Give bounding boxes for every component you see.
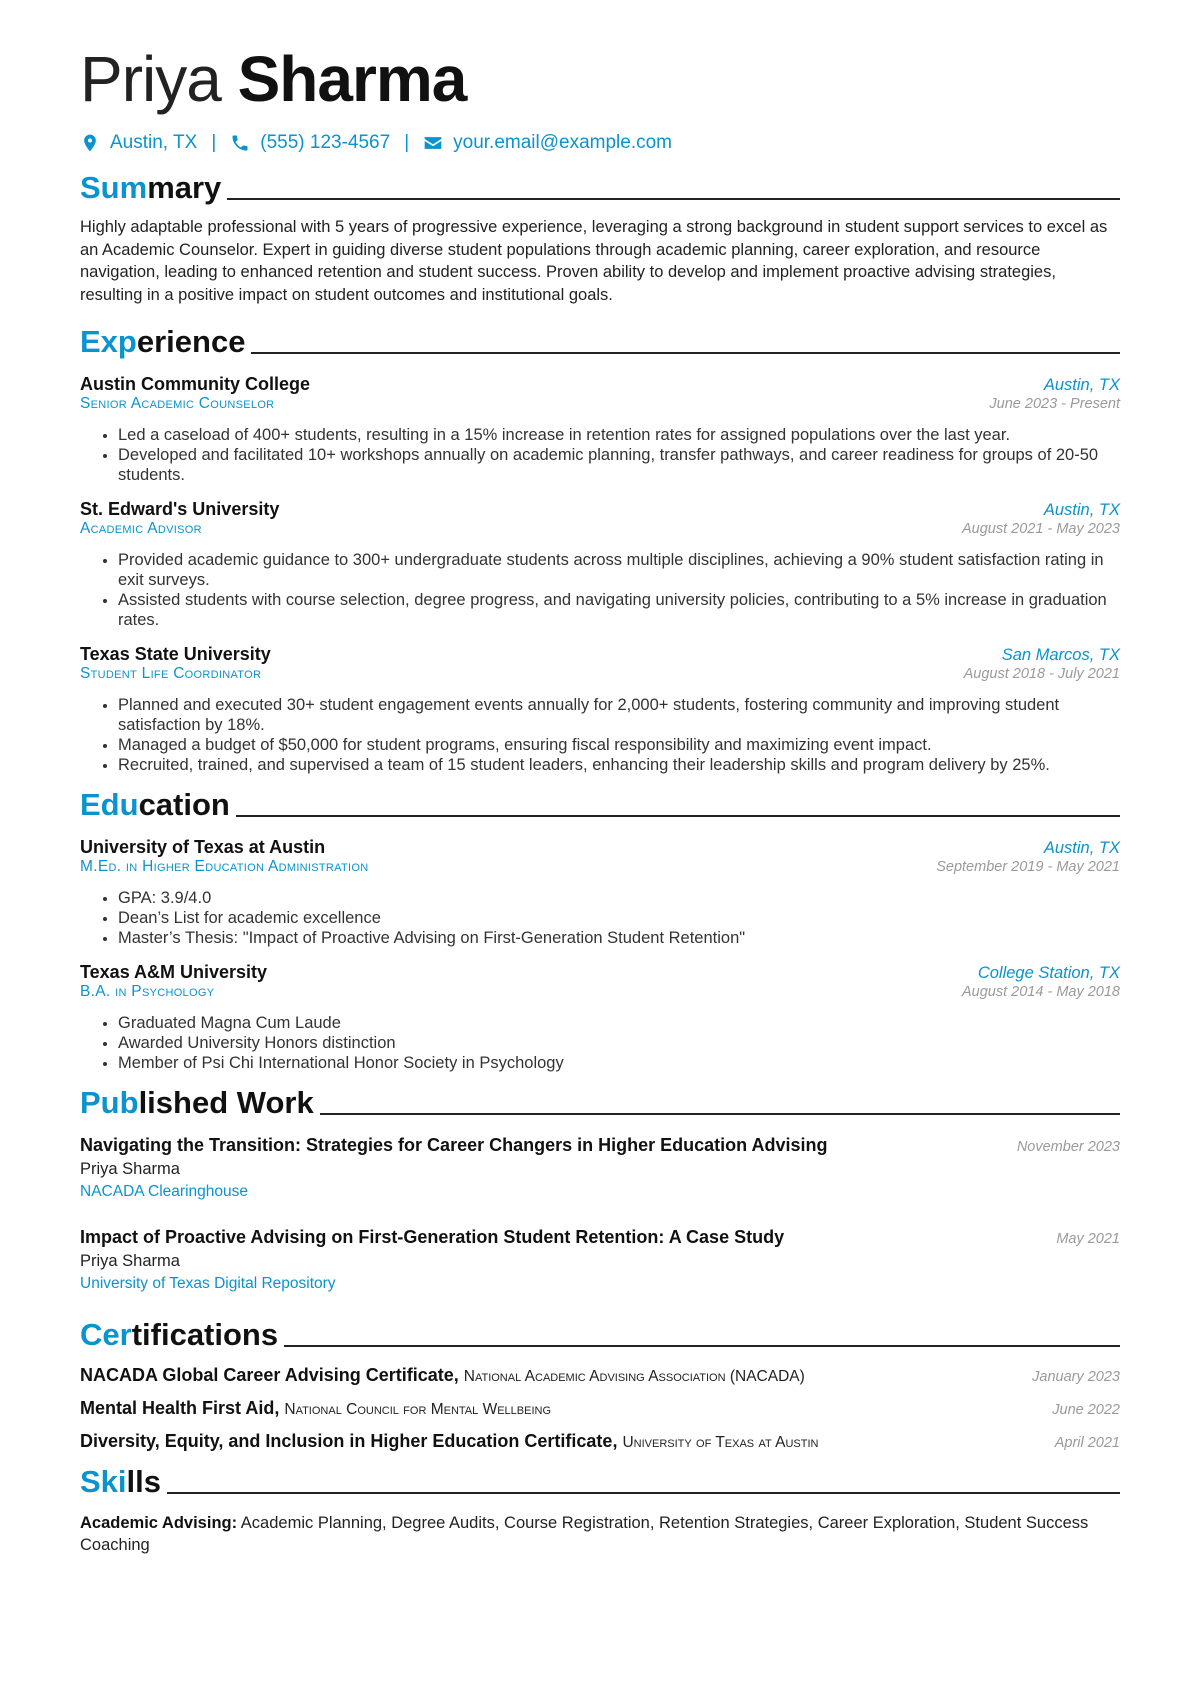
publication-author: Priya Sharma [80, 1252, 180, 1270]
list-item: • Planned and executed 30+ student engagement events annually for 2,000+ students, fostering community and improving student satisfaction by 18%. [118, 695, 1120, 735]
education-bullets [80, 888, 1120, 948]
certification-name: Mental Health First Aid [80, 1398, 275, 1418]
certification-date: June 2022 [1052, 1402, 1120, 1418]
experience-entry [80, 499, 1120, 630]
contact-email[interactable] [423, 132, 672, 154]
skills-heading [80, 1460, 1120, 1500]
certification-entry: Mental Health First Aid, National Council for Mental Wellbeing June 2022 [80, 1398, 1120, 1418]
contact-info [80, 128, 1120, 158]
list-item: • Member of Psi Chi International Honor Society in Psychology [118, 1053, 1120, 1073]
education-entry [80, 837, 1120, 948]
contact-separator: | [404, 132, 410, 153]
job-dates: August 2021 - May 2023 [962, 521, 1120, 537]
list-item: • Led a caseload of 400+ students, resulting in a 15% increase in retention rates for assigned populations over the last year. [118, 425, 1120, 445]
experience-entry [80, 374, 1120, 485]
skill-category: Academic Advising: [80, 1514, 238, 1532]
heading-rest: mary [147, 170, 222, 205]
school-location: College Station, TX [977, 964, 1120, 982]
school-name: University of Texas at Austin [80, 837, 326, 857]
school-location: Austin, TX [1043, 839, 1120, 857]
list-item: • Awarded University Honors distinction [118, 1033, 1120, 1053]
envelope-icon [423, 133, 443, 153]
list-item: • Graduated Magna Cum Laude [118, 1013, 1120, 1033]
employer-name: Texas State University [80, 644, 271, 664]
heading-highlight: Pub [80, 1085, 139, 1120]
skills-line [80, 1512, 1120, 1556]
publication-entry [80, 1135, 1120, 1201]
certification-name: NACADA Global Career Advising Certificate [80, 1365, 454, 1385]
list-item: • Recruited, trained, and supervised a team of 15 student leaders, enhancing their leadership skills and program delivery by 25%. [118, 755, 1120, 775]
heading-rest: lls [126, 1464, 161, 1499]
certification-issuer: National Council for Mental Wellbeing [284, 1401, 552, 1418]
publication-title: Impact of Proactive Advising on First-Generation Student Retention: A Case Study [80, 1227, 785, 1247]
publication-entry [80, 1227, 1120, 1293]
publication-venue: NACADA Clearinghouse [80, 1183, 249, 1200]
summary-text: Highly adaptable professional with 5 years of progressive experience, leveraging a strong background in student support services to excel as an Academic Counselor. Expert in guiding diverse student populations through academic planning, career exploration, and resource navigation, leading to enhanced retention and student success. Proven ability to develop and implement proactive advising strategies, resulting in a positive impact on student outcomes and institutional goals. [80, 218, 1108, 304]
education-heading [80, 783, 1120, 823]
publication-title: Navigating the Transition: Strategies for Career Changers in Higher Education Advising [80, 1135, 828, 1155]
contact-separator: | [211, 132, 217, 153]
job-bullets [80, 550, 1120, 630]
publication-date: May 2021 [1056, 1231, 1120, 1247]
list-item: • Dean’s List for academic excellence [118, 908, 1120, 928]
certification-date: April 2021 [1054, 1435, 1120, 1451]
heading-highlight: Exp [80, 324, 137, 359]
job-dates: June 2023 - Present [989, 396, 1120, 412]
heading-rest: lished Work [138, 1085, 314, 1120]
certification-issuer: University of Texas at Austin [622, 1434, 819, 1451]
education-bullets [80, 1013, 1120, 1073]
list-item: • Developed and facilitated 10+ workshops annually on academic planning, transfer pathways, and career readiness for groups of 20-50 students. [118, 445, 1120, 485]
job-bullets [80, 425, 1120, 485]
publication-date: November 2023 [1016, 1139, 1120, 1155]
certification-issuer: National Academic Advising Association (NACADA) [463, 1368, 805, 1385]
job-title: Student Life Coordinator [80, 665, 262, 682]
contact-location [80, 132, 197, 154]
location-text: Austin, TX [110, 132, 198, 153]
heading-rest: tifications [131, 1317, 279, 1352]
certification-entry: NACADA Global Career Advising Certificate, National Academic Advising Association (NACADA) January 2023 [80, 1365, 1120, 1385]
education-dates: August 2014 - May 2018 [962, 984, 1120, 1000]
experience-heading [80, 320, 1120, 360]
section-rule [167, 1492, 1120, 1494]
education-dates: September 2019 - May 2021 [936, 859, 1120, 875]
heading-highlight: Edu [80, 787, 139, 822]
certification-name: Diversity, Equity, and Inclusion in Higher Education Certificate [80, 1431, 613, 1451]
job-title: Academic Advisor [80, 520, 202, 537]
certifications-heading [80, 1313, 1120, 1353]
publication-venue: University of Texas Digital Repository [80, 1275, 336, 1292]
heading-rest: cation [138, 787, 230, 822]
employer-location: Austin, TX [1043, 501, 1120, 519]
employer-name: St. Edward's University [80, 499, 280, 519]
summary-heading [80, 166, 1120, 206]
heading-rest: erience [136, 324, 246, 359]
list-item: • Assisted students with course selection, degree progress, and navigating university policies, contributing to a 5% increase in graduation rates. [118, 590, 1120, 630]
section-rule [320, 1113, 1120, 1115]
skill-items: Academic Planning, Degree Audits, Course Registration, Retention Strategies, Career Exploration, Student Success Coaching [80, 1514, 1089, 1554]
education-entry [80, 962, 1120, 1073]
heading-highlight: Cer [80, 1317, 132, 1352]
contact-phone[interactable] [230, 132, 390, 154]
list-item: • Master’s Thesis: "Impact of Proactive Advising on First-Generation Student Retention" [118, 928, 1120, 948]
email-text: your.email@example.com [453, 132, 672, 153]
section-rule [236, 815, 1120, 817]
list-item: • GPA: 3.9/4.0 [118, 888, 1120, 908]
employer-location: San Marcos, TX [1001, 646, 1120, 664]
employer-location: Austin, TX [1043, 376, 1120, 394]
employer-name: Austin Community College [80, 374, 311, 394]
certification-date: January 2023 [1032, 1369, 1120, 1385]
map-pin-icon [80, 133, 100, 153]
first-name: Priya [80, 43, 221, 115]
section-rule [227, 198, 1120, 200]
job-title: Senior Academic Counselor [80, 395, 275, 412]
publication-author: Priya Sharma [80, 1160, 180, 1178]
section-rule [251, 352, 1120, 354]
heading-highlight: Sum [80, 170, 148, 205]
phone-text: (555) 123-4567 [260, 132, 391, 153]
resume-page [80, 40, 1120, 1556]
experience-entry [80, 644, 1120, 775]
certification-entry: Diversity, Equity, and Inclusion in Higher Education Certificate, University of Texas at Austin April 2021 [80, 1431, 1120, 1451]
published-work-heading [80, 1081, 1120, 1121]
job-bullets [80, 695, 1120, 775]
section-rule [284, 1345, 1120, 1347]
degree: M.Ed. in Higher Education Administration [80, 858, 369, 875]
last-name: Sharma [237, 43, 467, 115]
candidate-name [80, 40, 1120, 118]
list-item: • Managed a budget of $50,000 for student programs, ensuring fiscal responsibility and maximizing event impact. [118, 735, 1120, 755]
phone-icon [230, 133, 250, 153]
degree: B.A. in Psychology [80, 983, 215, 1000]
job-dates: August 2018 - July 2021 [963, 666, 1120, 682]
list-item: • Provided academic guidance to 300+ undergraduate students across multiple disciplines, achieving a 90% student satisfaction rating in exit surveys. [118, 550, 1120, 590]
school-name: Texas A&M University [80, 962, 268, 982]
heading-highlight: Ski [80, 1464, 127, 1499]
